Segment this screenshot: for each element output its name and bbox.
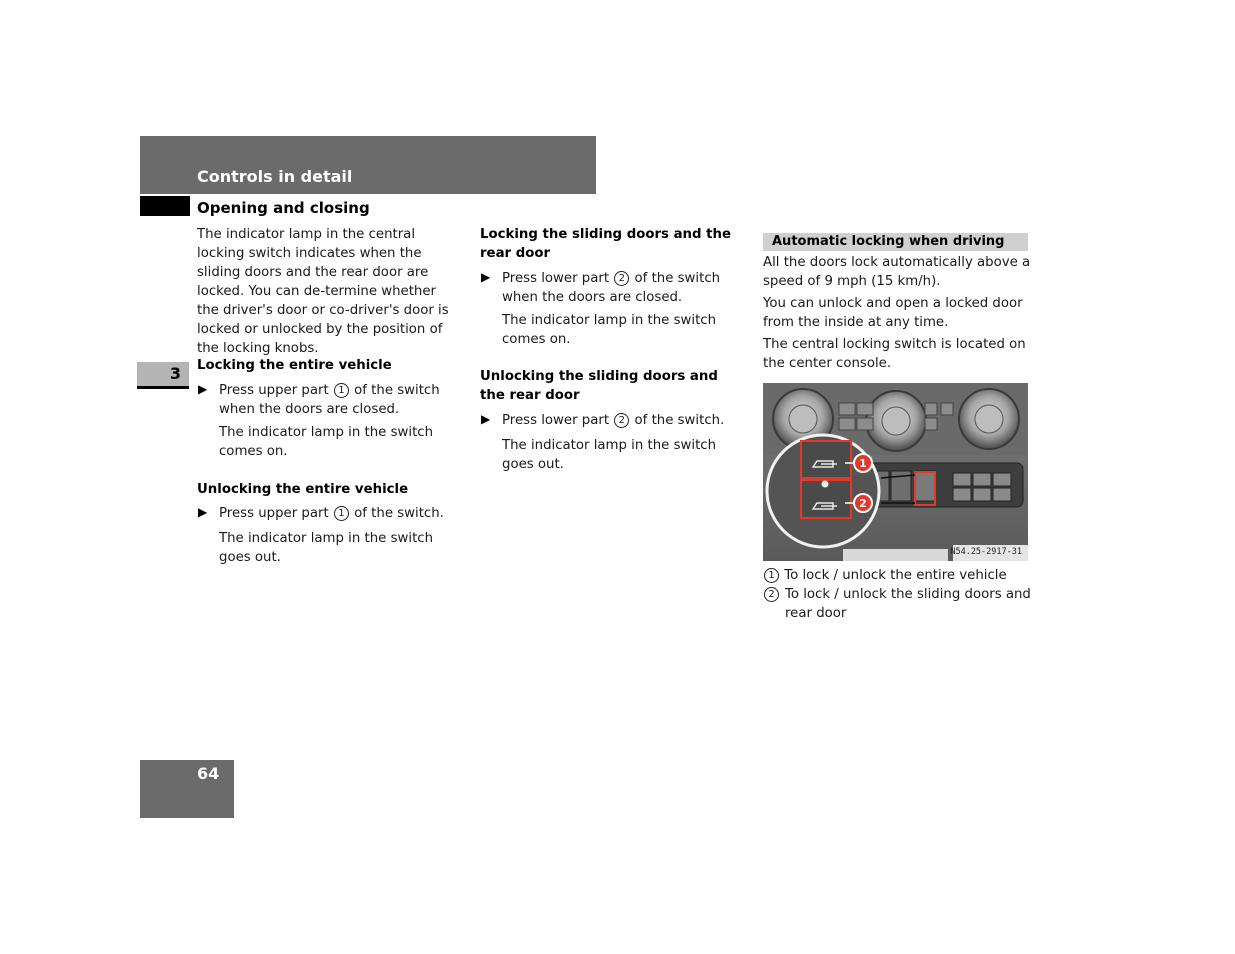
triangle-right-icon: ▶	[198, 505, 208, 519]
callout-1-icon: 1	[334, 506, 349, 521]
step-text: Press lower part	[502, 271, 614, 286]
legend-text: To lock / unlock the entire vehicle	[784, 568, 1007, 583]
step-text: of the switch.	[630, 413, 725, 428]
intro-paragraph: The indicator lamp in the central locking switch indicates when the sliding doors and the rear door are locked. You can de-termine whether the driver's door or co-driver's door is locked or unlocked by the position of the locking knobs.	[197, 227, 449, 356]
lock-sliding-step	[502, 269, 747, 307]
lock-entire-step	[219, 381, 464, 419]
center-console-illustration	[763, 383, 1028, 561]
page-title: Controls in detail	[197, 167, 353, 186]
legend-item-1	[763, 566, 1031, 585]
triangle-right-icon: ▶	[198, 382, 208, 396]
step-text: of the switch when the doors are closed.	[219, 383, 440, 417]
unlock-entire-step	[219, 504, 464, 523]
section-title: Opening and closing	[197, 199, 370, 217]
step-text: Press upper part	[219, 383, 333, 398]
callout-1-icon: 1	[334, 383, 349, 398]
unlock-sliding-heading: Unlocking the sliding doors and the rear door	[480, 369, 718, 403]
unlock-entire-result: The indicator lamp in the switch goes out.	[219, 531, 434, 565]
unlock-sliding-step	[502, 411, 747, 430]
center-console-photo	[763, 383, 1028, 561]
page-number: 64	[197, 764, 220, 783]
auto-lock-paragraph-3: The central locking switch is located on the center console.	[763, 337, 1026, 371]
step-text: Press upper part	[219, 506, 333, 521]
lock-sliding-heading: Locking the sliding doors and the rear door	[480, 227, 732, 261]
auto-lock-paragraph-1: All the doors lock automatically above a speed of 9 mph (15 km/h).	[763, 255, 1031, 289]
chapter-tab	[137, 362, 189, 389]
image-reference-code: N54.25-2917-31	[950, 547, 1022, 557]
page-number-tab	[140, 760, 234, 818]
auto-lock-paragraph-2: You can unlock and open a locked door from the inside at any time.	[763, 296, 1023, 330]
step-text: of the switch.	[349, 506, 444, 521]
photo-marker-1: 1	[859, 457, 867, 470]
photo-marker-2: 2	[859, 497, 867, 510]
section-marker	[140, 196, 190, 216]
unlock-entire-heading: Unlocking the entire vehicle	[197, 482, 409, 497]
lock-entire-heading: Locking the entire vehicle	[197, 358, 392, 373]
legend-item-2-marker	[763, 585, 785, 604]
chapter-number: 3	[169, 364, 181, 383]
callout-2-icon: 2	[614, 413, 629, 428]
step-text: of the switch when the doors are closed.	[502, 271, 721, 305]
legend-item-2: To lock / unlock the sliding doors and rear door	[785, 587, 1031, 621]
lock-sliding-result: The indicator lamp in the switch comes on.	[502, 313, 717, 347]
callout-2-icon: 2	[614, 271, 629, 286]
auto-lock-heading: Automatic locking when driving	[772, 234, 1005, 249]
triangle-right-icon: ▶	[481, 270, 491, 284]
lock-entire-result: The indicator lamp in the switch comes on.	[219, 425, 434, 459]
auto-lock-heading-bar	[763, 233, 1028, 251]
step-text: Press lower part	[502, 413, 614, 428]
callout-2-icon: 2	[764, 587, 779, 602]
unlock-sliding-result: The indicator lamp in the switch goes out.	[502, 438, 717, 472]
triangle-right-icon: ▶	[481, 412, 491, 426]
callout-1-icon: 1	[764, 568, 779, 583]
